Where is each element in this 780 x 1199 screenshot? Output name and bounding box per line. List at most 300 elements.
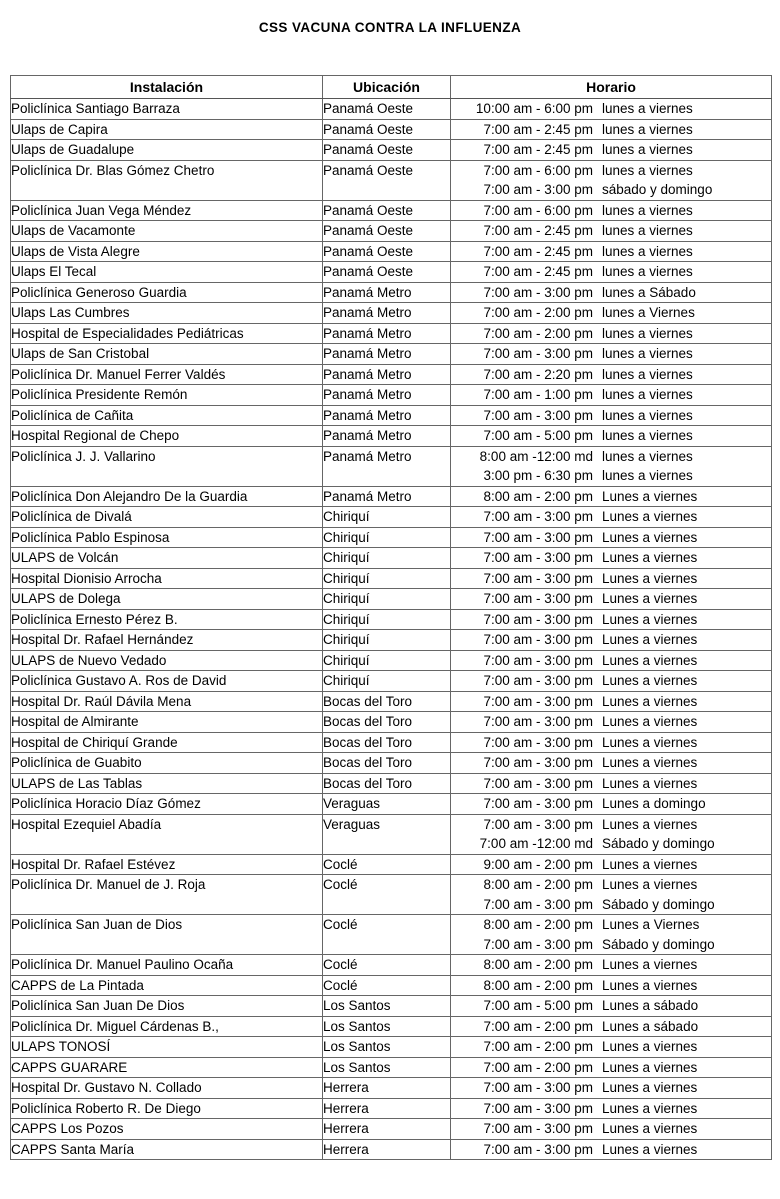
schedule-time: 7:00 am - 3:00 pm	[483, 775, 593, 791]
cell-ubicacion: Panamá Metro	[323, 323, 451, 344]
schedule-time: 7:00 am - 3:00 pm	[483, 1121, 593, 1136]
schedule-days: Lunes a viernes	[602, 1080, 698, 1095]
table-row	[11, 1057, 772, 1078]
table-row	[11, 426, 772, 447]
cell-ubicacion: Coclé	[323, 854, 451, 875]
schedule-days: Lunes a viernes	[602, 856, 698, 872]
schedule-days: Lunes a viernes	[602, 611, 698, 627]
cell-instalacion: ULAPS TONOSÍ	[11, 1037, 323, 1058]
schedule-line	[451, 996, 771, 1016]
schedule-line	[451, 630, 771, 650]
cell-ubicacion: Bocas del Toro	[323, 773, 451, 794]
cell-horario	[451, 1098, 772, 1119]
cell-ubicacion: Chiriquí	[323, 650, 451, 671]
cell-instalacion: Ulaps El Tecal	[11, 262, 323, 283]
table-row	[11, 405, 772, 426]
table-row	[11, 221, 772, 242]
cell-instalacion: Policlínica San Juan De Dios	[11, 996, 323, 1017]
cell-ubicacion: Panamá Oeste	[323, 221, 451, 242]
cell-horario	[451, 385, 772, 406]
table-row	[11, 119, 772, 140]
table-row	[11, 1037, 772, 1058]
cell-instalacion: Ulaps de Capira	[11, 119, 323, 140]
schedule-time: 7:00 am - 3:00 pm	[483, 591, 593, 606]
cell-ubicacion: Panamá Metro	[323, 303, 451, 324]
cell-ubicacion: Herrera	[323, 1119, 451, 1140]
page-title: CSS VACUNA CONTRA LA INFLUENZA	[258, 20, 522, 35]
cell-ubicacion: Herrera	[323, 1098, 451, 1119]
schedule-time: 7:00 am - 2:20 pm	[483, 366, 593, 382]
cell-instalacion: Policlínica Ernesto Pérez B.	[11, 609, 323, 630]
table-row	[11, 753, 772, 774]
table-row	[11, 975, 772, 996]
schedule-line	[451, 815, 771, 835]
schedule-days: Lunes a viernes	[602, 755, 698, 770]
cell-instalacion: ULAPS de Volcán	[11, 548, 323, 569]
cell-ubicacion: Bocas del Toro	[323, 753, 451, 774]
cell-horario	[451, 1037, 772, 1058]
cell-instalacion: Hospital de Especialidades Pediátricas	[11, 323, 323, 344]
cell-instalacion: Policlínica de Guabito	[11, 753, 323, 774]
cell-instalacion: Ulaps de Guadalupe	[11, 140, 323, 161]
schedule-days: Lunes a domingo	[602, 796, 706, 811]
table-body	[11, 99, 772, 1160]
cell-horario	[451, 1057, 772, 1078]
schedule-time: 7:00 am - 3:00 pm	[483, 1141, 593, 1157]
schedule-days: Lunes a viernes	[602, 1100, 698, 1116]
schedule-line	[451, 955, 771, 975]
schedule-days: lunes a viernes	[602, 468, 693, 483]
cell-ubicacion: Bocas del Toro	[323, 691, 451, 712]
cell-ubicacion: Los Santos	[323, 996, 451, 1017]
cell-ubicacion: Panamá Metro	[323, 405, 451, 426]
cell-horario	[451, 671, 772, 692]
schedule-days: Lunes a viernes	[602, 488, 698, 504]
cell-horario	[451, 527, 772, 548]
table-row	[11, 160, 772, 200]
schedule-line	[451, 610, 771, 630]
cell-horario	[451, 241, 772, 262]
schedule-line	[451, 242, 771, 262]
cell-ubicacion: Chiriquí	[323, 671, 451, 692]
schedule-time: 3:00 pm - 6:30 pm	[483, 468, 593, 483]
schedule-time: 7:00 am - 3:00 pm	[483, 896, 593, 912]
schedule-line	[451, 935, 771, 955]
schedule-days: lunes a viernes	[602, 243, 693, 259]
cell-instalacion: CAPPS de La Pintada	[11, 975, 323, 996]
schedule-days: lunes a viernes	[602, 428, 693, 443]
schedule-line	[451, 569, 771, 589]
schedule-line	[451, 753, 771, 773]
cell-ubicacion: Veraguas	[323, 814, 451, 854]
schedule-line	[451, 834, 771, 854]
schedule-time: 7:00 am - 3:00 pm	[483, 1080, 593, 1095]
schedule-time: 9:00 am - 2:00 pm	[483, 856, 593, 872]
cell-instalacion: Ulaps de San Cristobal	[11, 344, 323, 365]
cell-ubicacion: Panamá Oeste	[323, 262, 451, 283]
cell-ubicacion: Coclé	[323, 955, 451, 976]
schedule-days: Lunes a viernes	[602, 1141, 698, 1157]
cell-horario	[451, 712, 772, 733]
schedule-days: lunes a viernes	[602, 325, 693, 341]
vaccination-schedule-table	[10, 75, 772, 1160]
cell-instalacion: Policlínica Dr. Manuel de J. Roja	[11, 875, 323, 915]
cell-ubicacion: Veraguas	[323, 794, 451, 815]
schedule-days: lunes a Sábado	[602, 284, 696, 300]
schedule-line	[451, 406, 771, 426]
schedule-line	[451, 671, 771, 691]
cell-ubicacion: Panamá Oeste	[323, 140, 451, 161]
schedule-time: 7:00 am - 3:00 pm	[483, 652, 593, 668]
table-row	[11, 548, 772, 569]
schedule-time: 8:00 am - 2:00 pm	[483, 957, 593, 972]
schedule-time: 7:00 am - 2:00 pm	[483, 325, 593, 341]
schedule-line	[451, 426, 771, 446]
cell-instalacion: Policlínica Generoso Guardia	[11, 282, 323, 303]
schedule-time: 7:00 am - 3:00 pm	[483, 509, 593, 524]
cell-instalacion: Hospital Dr. Rafael Estévez	[11, 854, 323, 875]
cell-horario	[451, 221, 772, 242]
schedule-line	[451, 651, 771, 671]
cell-horario	[451, 160, 772, 200]
cell-ubicacion: Chiriquí	[323, 630, 451, 651]
schedule-line	[451, 855, 771, 875]
schedule-time: 7:00 am - 1:00 pm	[483, 387, 593, 402]
schedule-days: Lunes a viernes	[602, 816, 698, 832]
cell-horario	[451, 303, 772, 324]
table-row	[11, 1139, 772, 1160]
cell-horario	[451, 364, 772, 385]
schedule-time: 7:00 am - 3:00 pm	[483, 796, 593, 811]
table-row	[11, 282, 772, 303]
schedule-time: 7:00 am - 2:45 pm	[483, 121, 593, 137]
schedule-time: 7:00 am - 2:45 pm	[483, 142, 593, 157]
table-row	[11, 568, 772, 589]
column-header-instalacion: Instalación	[11, 76, 323, 99]
schedule-line	[451, 1078, 771, 1098]
schedule-time: 7:00 am - 2:45 pm	[483, 264, 593, 279]
cell-instalacion: Hospital Regional de Chepo	[11, 426, 323, 447]
schedule-line	[451, 324, 771, 344]
table-row	[11, 589, 772, 610]
schedule-line	[451, 1017, 771, 1037]
schedule-time: 7:00 am - 3:00 pm	[483, 693, 593, 709]
schedule-line	[451, 528, 771, 548]
cell-ubicacion: Los Santos	[323, 1016, 451, 1037]
table-row	[11, 364, 772, 385]
cell-instalacion: Policlínica Dr. Blas Gómez Chetro	[11, 160, 323, 200]
table-row	[11, 486, 772, 507]
schedule-time: 7:00 am - 3:00 pm	[483, 550, 593, 565]
table-row	[11, 609, 772, 630]
schedule-line	[451, 733, 771, 753]
schedule-time: 7:00 am - 3:00 pm	[483, 407, 593, 423]
schedule-line	[451, 712, 771, 732]
schedule-time: 8:00 am -12:00 md	[479, 448, 593, 464]
cell-ubicacion: Bocas del Toro	[323, 712, 451, 733]
cell-horario	[451, 548, 772, 569]
schedule-time: 7:00 am - 3:00 pm	[483, 346, 593, 361]
schedule-days: Lunes a sábado	[602, 998, 699, 1013]
schedule-days: lunes a viernes	[602, 202, 693, 218]
cell-horario	[451, 915, 772, 955]
table-row	[11, 446, 772, 486]
schedule-days: lunes a viernes	[602, 162, 693, 178]
table-row	[11, 854, 772, 875]
schedule-line	[451, 692, 771, 712]
cell-ubicacion: Coclé	[323, 975, 451, 996]
schedule-time: 7:00 am - 3:00 pm	[483, 529, 593, 545]
schedule-days: Lunes a viernes	[602, 1059, 698, 1075]
cell-horario	[451, 975, 772, 996]
cell-horario	[451, 486, 772, 507]
cell-instalacion: Policlínica de Divalá	[11, 507, 323, 528]
schedule-days: lunes a viernes	[602, 223, 693, 238]
schedule-time: 7:00 am - 5:00 pm	[483, 998, 593, 1013]
schedule-line	[451, 447, 771, 467]
schedule-line	[451, 303, 771, 323]
cell-horario	[451, 814, 772, 854]
schedule-line	[451, 1037, 771, 1057]
cell-instalacion: Policlínica Pablo Espinosa	[11, 527, 323, 548]
cell-instalacion: CAPPS Los Pozos	[11, 1119, 323, 1140]
table-row	[11, 385, 772, 406]
cell-ubicacion: Panamá Metro	[323, 282, 451, 303]
cell-instalacion: Policlínica J. J. Vallarino	[11, 446, 323, 486]
schedule-line	[451, 365, 771, 385]
cell-ubicacion: Panamá Oeste	[323, 200, 451, 221]
cell-horario	[451, 996, 772, 1017]
schedule-time: 7:00 am - 3:00 pm	[483, 182, 593, 197]
schedule-line	[451, 1140, 771, 1160]
cell-ubicacion: Herrera	[323, 1139, 451, 1160]
cell-horario	[451, 875, 772, 915]
schedule-line	[451, 794, 771, 814]
schedule-time: 7:00 am - 3:00 pm	[483, 816, 593, 832]
schedule-line	[451, 283, 771, 303]
table-row	[11, 1098, 772, 1119]
cell-ubicacion: Herrera	[323, 1078, 451, 1099]
schedule-days: Lunes a sábado	[602, 1018, 699, 1034]
cell-horario	[451, 99, 772, 120]
column-header-horario: Horario	[451, 76, 772, 99]
table-row	[11, 323, 772, 344]
cell-ubicacion: Los Santos	[323, 1037, 451, 1058]
cell-instalacion: Policlínica Gustavo A. Ros de David	[11, 671, 323, 692]
schedule-time: 7:00 am - 3:00 pm	[483, 570, 593, 586]
table-row	[11, 262, 772, 283]
table-row	[11, 200, 772, 221]
schedule-days: lunes a viernes	[602, 387, 693, 402]
schedule-days: Lunes a viernes	[602, 550, 698, 565]
cell-horario	[451, 1119, 772, 1140]
cell-instalacion: ULAPS de Nuevo Vedado	[11, 650, 323, 671]
cell-ubicacion: Coclé	[323, 875, 451, 915]
cell-instalacion: Policlínica San Juan de Dios	[11, 915, 323, 955]
schedule-days: Sábado y domingo	[602, 836, 715, 851]
schedule-line	[451, 589, 771, 609]
cell-horario	[451, 1139, 772, 1160]
schedule-time: 7:00 am - 3:00 pm	[483, 734, 593, 750]
schedule-line	[451, 1119, 771, 1139]
cell-horario	[451, 1016, 772, 1037]
table-row	[11, 507, 772, 528]
table-row	[11, 875, 772, 915]
cell-instalacion: Policlínica Presidente Remón	[11, 385, 323, 406]
schedule-days: Lunes a viernes	[602, 1121, 698, 1136]
cell-horario	[451, 344, 772, 365]
cell-ubicacion: Panamá Metro	[323, 486, 451, 507]
cell-instalacion: Hospital de Almirante	[11, 712, 323, 733]
cell-horario	[451, 119, 772, 140]
cell-ubicacion: Bocas del Toro	[323, 732, 451, 753]
schedule-time: 7:00 am - 3:00 pm	[483, 1100, 593, 1116]
cell-instalacion: Hospital Dr. Gustavo N. Collado	[11, 1078, 323, 1099]
schedule-time: 8:00 am - 2:00 pm	[483, 917, 593, 932]
schedule-time: 7:00 am - 6:00 pm	[483, 202, 593, 218]
vaccination-schedule-table-wrap	[10, 75, 771, 1160]
schedule-time: 7:00 am - 3:00 pm	[483, 673, 593, 688]
cell-ubicacion: Panamá Oeste	[323, 99, 451, 120]
table-row	[11, 241, 772, 262]
schedule-days: lunes a viernes	[602, 407, 693, 423]
cell-ubicacion: Chiriquí	[323, 568, 451, 589]
table-row	[11, 1078, 772, 1099]
schedule-days: Lunes a viernes	[602, 977, 698, 993]
cell-instalacion: CAPPS Santa María	[11, 1139, 323, 1160]
schedule-days: Lunes a viernes	[602, 775, 698, 791]
schedule-time: 8:00 am - 2:00 pm	[483, 977, 593, 993]
cell-horario	[451, 589, 772, 610]
schedule-time: 7:00 am - 2:00 pm	[483, 1018, 593, 1034]
schedule-time: 7:00 am - 6:00 pm	[483, 162, 593, 178]
cell-instalacion: Policlínica Don Alejandro De la Guardia	[11, 486, 323, 507]
schedule-time: 7:00 am -12:00 md	[479, 836, 593, 851]
table-row	[11, 303, 772, 324]
schedule-line	[451, 895, 771, 915]
schedule-line	[451, 487, 771, 507]
cell-instalacion: Hospital Dionisio Arrocha	[11, 568, 323, 589]
cell-horario	[451, 691, 772, 712]
table-row	[11, 344, 772, 365]
schedule-days: Lunes a viernes	[602, 509, 698, 524]
schedule-time: 7:00 am - 2:45 pm	[483, 223, 593, 238]
schedule-line	[451, 915, 771, 935]
cell-instalacion: Ulaps Las Cumbres	[11, 303, 323, 324]
cell-ubicacion: Chiriquí	[323, 507, 451, 528]
table-row	[11, 955, 772, 976]
cell-instalacion: Ulaps de Vista Alegre	[11, 241, 323, 262]
schedule-line	[451, 99, 771, 119]
schedule-time: 10:00 am - 6:00 pm	[475, 101, 593, 116]
table-row	[11, 630, 772, 651]
schedule-days: Lunes a viernes	[602, 652, 698, 668]
schedule-line	[451, 140, 771, 160]
schedule-days: lunes a viernes	[602, 142, 693, 157]
schedule-time: 7:00 am - 5:00 pm	[483, 428, 593, 443]
cell-ubicacion: Los Santos	[323, 1057, 451, 1078]
schedule-days: Lunes a Viernes	[602, 917, 700, 932]
column-header-ubicacion: Ubicación	[323, 76, 451, 99]
table-row	[11, 794, 772, 815]
cell-horario	[451, 609, 772, 630]
cell-horario	[451, 200, 772, 221]
schedule-days: lunes a viernes	[602, 101, 693, 116]
cell-ubicacion: Chiriquí	[323, 609, 451, 630]
schedule-days: Lunes a viernes	[602, 877, 698, 892]
cell-instalacion: Policlínica Horacio Díaz Gómez	[11, 794, 323, 815]
schedule-line	[451, 262, 771, 282]
schedule-days: Sábado y domingo	[602, 896, 715, 912]
schedule-days: lunes a viernes	[602, 346, 693, 361]
cell-horario	[451, 955, 772, 976]
schedule-days: Lunes a viernes	[602, 693, 698, 709]
schedule-line	[451, 120, 771, 140]
schedule-line	[451, 385, 771, 405]
schedule-line	[451, 1099, 771, 1119]
cell-instalacion: Policlínica Santiago Barraza	[11, 99, 323, 120]
table-row	[11, 814, 772, 854]
cell-instalacion: Policlínica Dr. Manuel Ferrer Valdés	[11, 364, 323, 385]
table-row	[11, 671, 772, 692]
cell-ubicacion: Panamá Metro	[323, 446, 451, 486]
cell-ubicacion: Panamá Oeste	[323, 160, 451, 200]
cell-horario	[451, 773, 772, 794]
schedule-time: 8:00 am - 2:00 pm	[483, 877, 593, 892]
cell-instalacion: Hospital Dr. Rafael Hernández	[11, 630, 323, 651]
schedule-time: 7:00 am - 2:00 pm	[483, 1059, 593, 1075]
table-header-row	[11, 76, 772, 99]
cell-instalacion: Hospital de Chiriquí Grande	[11, 732, 323, 753]
cell-instalacion: Policlínica Dr. Manuel Paulino Ocaña	[11, 955, 323, 976]
cell-horario	[451, 140, 772, 161]
cell-instalacion: ULAPS de Las Tablas	[11, 773, 323, 794]
cell-horario	[451, 323, 772, 344]
schedule-days: Lunes a viernes	[602, 570, 698, 586]
schedule-days: lunes a viernes	[602, 121, 693, 137]
table-row	[11, 140, 772, 161]
table-row	[11, 1016, 772, 1037]
schedule-days: Lunes a viernes	[602, 529, 698, 545]
schedule-days: Lunes a viernes	[602, 734, 698, 750]
schedule-line	[451, 976, 771, 996]
schedule-time: 7:00 am - 2:45 pm	[483, 243, 593, 259]
schedule-time: 7:00 am - 2:00 pm	[483, 305, 593, 320]
schedule-line	[451, 466, 771, 486]
cell-horario	[451, 753, 772, 774]
schedule-days: Lunes a viernes	[602, 714, 698, 729]
table-row	[11, 691, 772, 712]
schedule-days: sábado y domingo	[602, 182, 713, 197]
cell-instalacion: Policlínica Juan Vega Méndez	[11, 200, 323, 221]
schedule-line	[451, 161, 771, 181]
cell-instalacion: Policlínica de Cañita	[11, 405, 323, 426]
table-row	[11, 915, 772, 955]
cell-ubicacion: Chiriquí	[323, 589, 451, 610]
schedule-time: 7:00 am - 3:00 pm	[483, 632, 593, 647]
schedule-days: Sábado y domingo	[602, 936, 715, 952]
cell-horario	[451, 854, 772, 875]
cell-horario	[451, 732, 772, 753]
table-row	[11, 650, 772, 671]
table-row	[11, 773, 772, 794]
cell-ubicacion: Panamá Metro	[323, 344, 451, 365]
schedule-line	[451, 344, 771, 364]
schedule-line	[451, 507, 771, 527]
schedule-days: Lunes a viernes	[602, 632, 698, 647]
table-row	[11, 996, 772, 1017]
schedule-line	[451, 548, 771, 568]
